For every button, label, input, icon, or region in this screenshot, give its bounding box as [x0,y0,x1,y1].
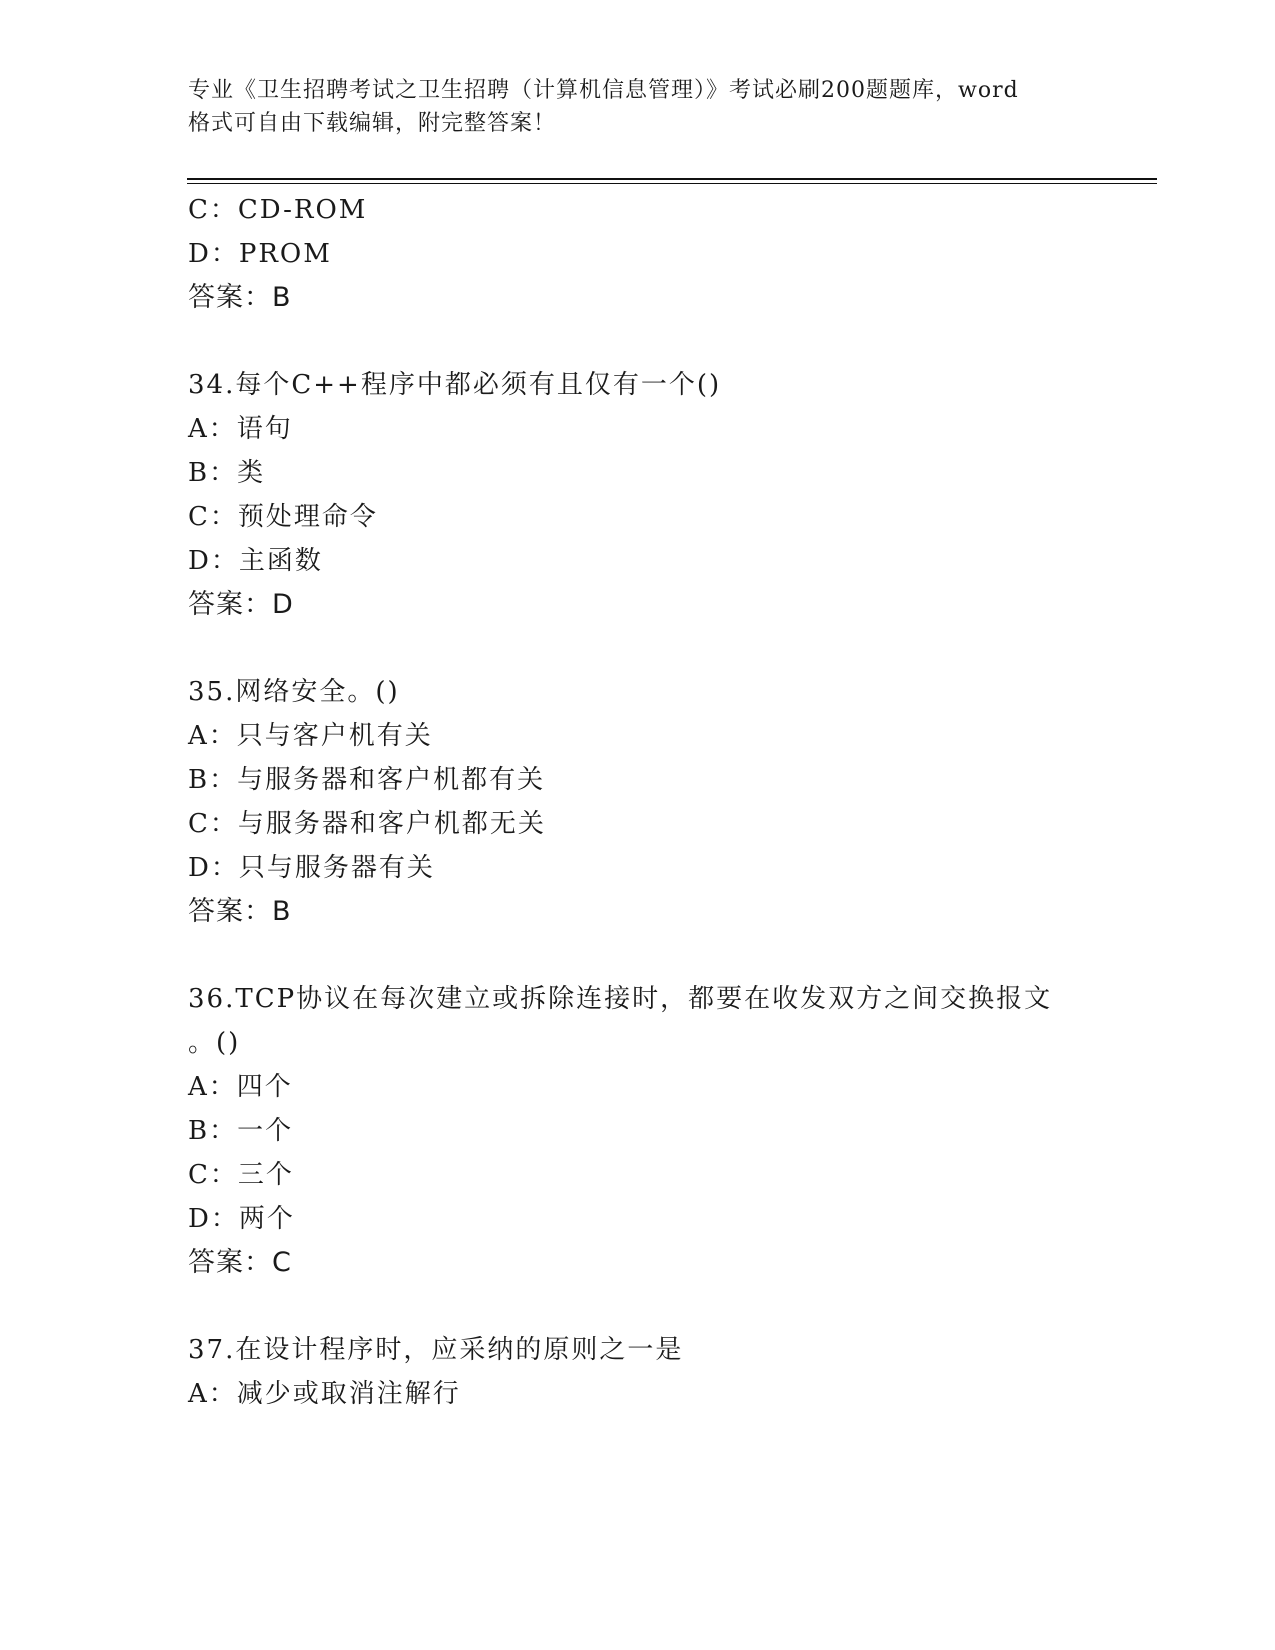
q36-option-c: C：三个 [188,1160,294,1190]
q36-question-line-2: 。() [188,1028,241,1058]
q34-option-c: C：预处理命令 [188,502,378,532]
q35-option-d: D：只与服务器有关 [188,853,435,883]
document-header [188,74,1088,140]
q34-option-a: A：语句 [188,414,293,444]
q35-answer: 答案：B [188,896,292,927]
q37-option-a: A：减少或取消注解行 [188,1379,461,1409]
q33-option-c: C：CD-ROM [188,195,368,225]
q33-answer: 答案：B [188,282,292,313]
q34-answer: 答案：D [188,589,294,620]
q34-question: 34.每个C++程序中都必须有且仅有一个() [188,370,722,400]
header-rule-thin [187,183,1157,184]
q36-question-line-1: 36.TCP协议在每次建立或拆除连接时，都要在收发双方之间交换报文 [188,984,1053,1014]
q36-option-b: B：一个 [188,1116,294,1146]
header-rule-thick [187,178,1157,180]
q34-option-b: B：类 [188,458,266,488]
q35-question: 35.网络安全。() [188,677,400,707]
q36-option-d: D：两个 [188,1204,295,1234]
q34-option-d: D：主函数 [188,546,323,576]
header-title-line-2: 格式可自由下载编辑，附完整答案！ [188,111,557,136]
q36-answer: 答案：C [188,1247,292,1278]
header-title-line-1: 专业《卫生招聘考试之卫生招聘（计算机信息管理）》考试必刷200题题库，word [188,78,1019,103]
q35-option-a: A：只与客户机有关 [188,721,433,751]
q33-option-d: D：PROM [188,239,332,269]
q37-question: 37.在设计程序时，应采纳的原则之一是 [188,1335,684,1365]
q35-option-b: B：与服务器和客户机都有关 [188,765,546,795]
q35-option-c: C：与服务器和客户机都无关 [188,809,546,839]
q36-option-a: A：四个 [188,1072,293,1102]
